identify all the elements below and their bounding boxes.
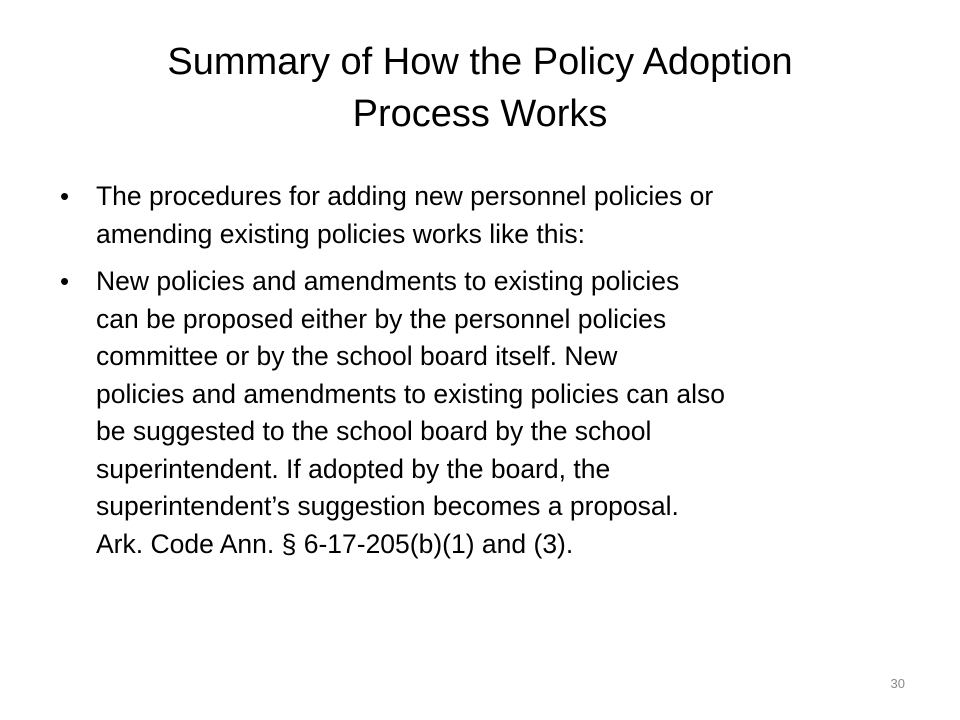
- bullet-2-line-2: can be proposed either by the personnel policies: [96, 303, 667, 334]
- bullet-list: [60, 178, 920, 573]
- bullet-2-line-1: New policies and amendments to existing policies: [96, 266, 680, 296]
- bullet-2-line-4: policies and amendments to existing policies can also: [96, 378, 725, 409]
- bullet-dot-icon: [60, 178, 84, 216]
- bullet-2-line-6: superintendent. If adopted by the board, the: [96, 453, 611, 484]
- slide-title-line-1: Summary of How the Policy Adoption: [167, 41, 793, 83]
- bullet-2-line-5: be suggested to the school board by the school: [96, 416, 652, 446]
- page-number: 30: [890, 676, 905, 691]
- bullet-2-line-7: superintendent’s suggestion becomes a proposal.: [96, 491, 679, 521]
- bullet-dot-icon: [60, 263, 84, 301]
- slide-title: [48, 36, 912, 140]
- bullet-item-2: [60, 263, 920, 563]
- bullet-2-line-3: committee or by the school board itself. New: [96, 341, 618, 371]
- bullet-1-line-1: The procedures for adding new personnel policies or: [96, 181, 714, 211]
- bullet-item-1: [60, 178, 920, 253]
- bullet-2-line-8: Ark. Code Ann. § 6-17-205(b)(1) and (3).: [96, 528, 574, 559]
- slide-title-line-2: Process Works: [352, 93, 608, 135]
- bullet-1-line-2: amending existing policies works like this:: [96, 218, 585, 249]
